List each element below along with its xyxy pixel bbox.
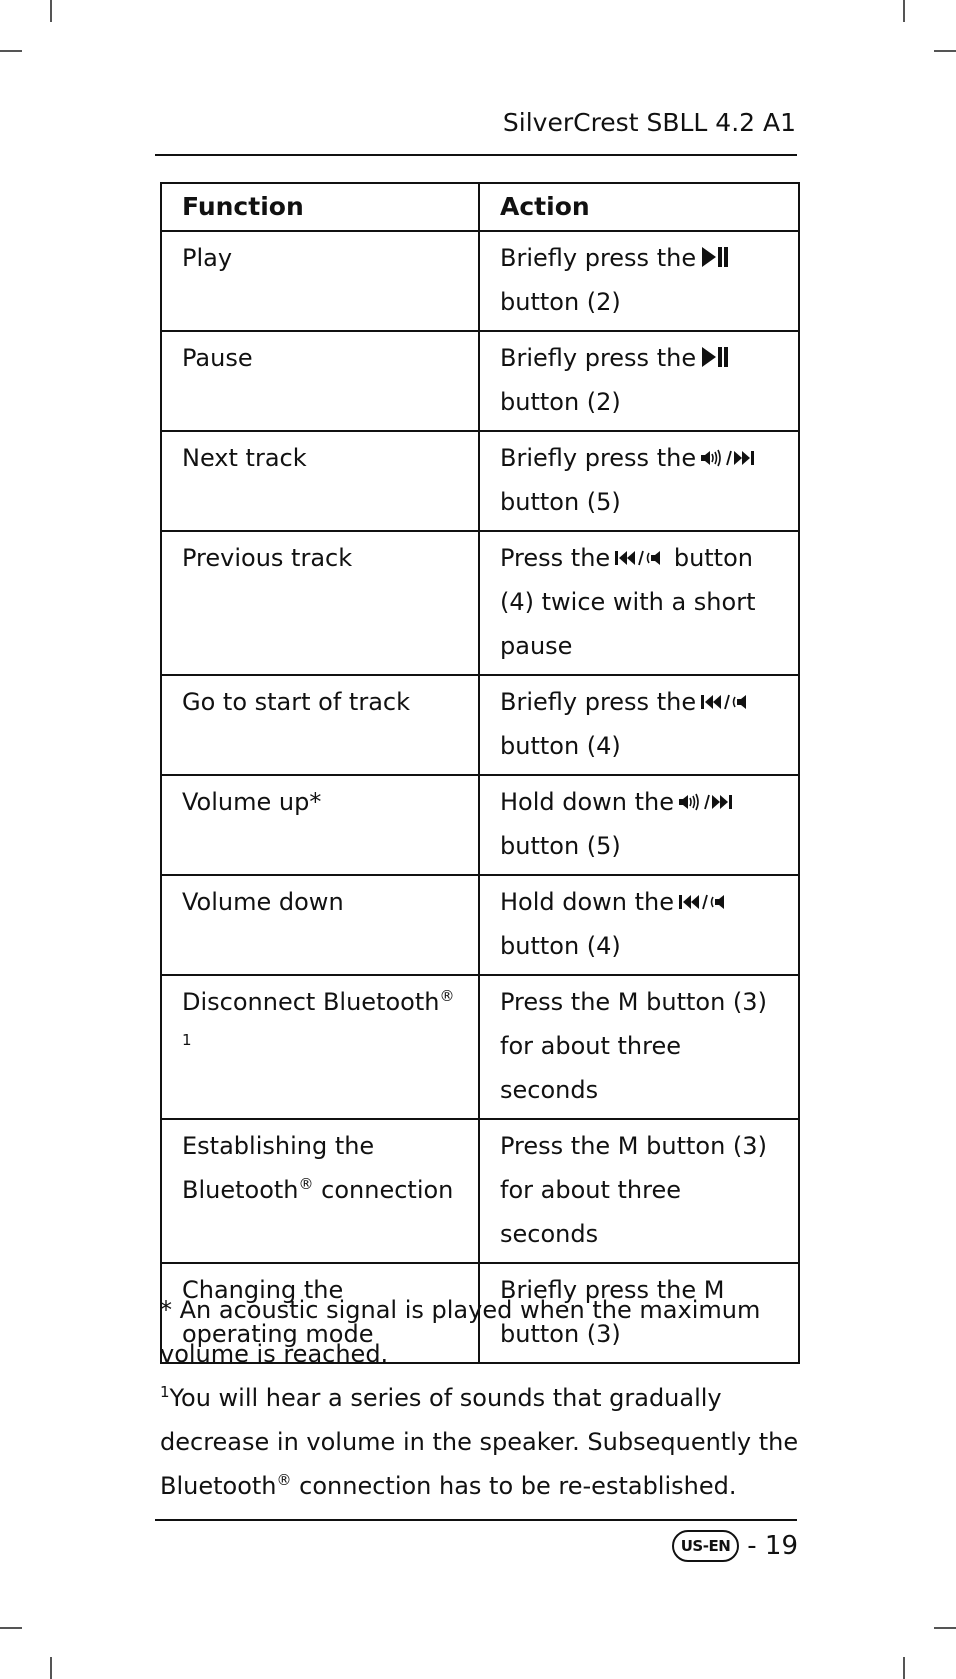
action-text: Press the M button (3) for about three seconds xyxy=(500,1132,767,1248)
function-text: Volume up* xyxy=(182,788,322,816)
action-text: Press the M button (3) for about three seconds xyxy=(500,988,767,1104)
action-cell xyxy=(479,431,799,531)
action-text-end: button (5) xyxy=(500,488,621,516)
function-text: Establishing the Bluetooth xyxy=(182,1132,375,1204)
function-text: Go to start of track xyxy=(182,688,410,716)
page-number xyxy=(672,1530,798,1562)
registered-mark: ® xyxy=(298,1175,314,1193)
footnotes xyxy=(160,1288,800,1508)
table-row xyxy=(161,675,799,775)
header-rule xyxy=(155,154,797,156)
action-cell xyxy=(479,331,799,431)
function-table xyxy=(160,182,800,1364)
function-cell xyxy=(161,875,479,975)
previous-volume-down-icon xyxy=(614,548,666,568)
function-text: Next track xyxy=(182,444,307,472)
action-text: Briefly press the xyxy=(500,688,697,716)
registered-mark: ® xyxy=(276,1471,292,1489)
function-text: Previous track xyxy=(182,544,353,572)
action-cell xyxy=(479,231,799,331)
previous-volume-down-icon xyxy=(700,692,752,712)
action-text-end: button (4) xyxy=(500,932,621,960)
crop-mark xyxy=(903,0,905,22)
footnote-asterisk: * An acoustic signal is played when the maximum volume is reached. xyxy=(160,1296,761,1368)
action-text: Briefly press the xyxy=(500,444,697,472)
crop-mark xyxy=(0,1627,22,1629)
footnote-1 xyxy=(160,1376,800,1508)
table-row xyxy=(161,975,799,1119)
play-pause-icon xyxy=(700,346,730,368)
function-cell xyxy=(161,331,479,431)
action-text: Press the xyxy=(500,544,611,572)
table-row xyxy=(161,531,799,675)
registered-mark: ® 1 xyxy=(182,987,455,1049)
action-cell xyxy=(479,675,799,775)
footnote-1-text-end: connection has to be re-established. xyxy=(291,1472,737,1500)
crop-mark xyxy=(903,1657,905,1679)
table-header-row xyxy=(161,183,799,231)
volume-up-next-icon xyxy=(678,792,734,812)
function-text: Disconnect Bluetooth xyxy=(182,988,440,1016)
action-cell xyxy=(479,531,799,675)
function-text: Play xyxy=(182,244,233,272)
page-header-title: SilverCrest SBLL 4.2 A1 xyxy=(502,108,796,137)
action-cell xyxy=(479,775,799,875)
action-cell xyxy=(479,975,799,1119)
crop-mark xyxy=(50,1657,52,1679)
function-text-end: connection xyxy=(321,1176,454,1204)
action-text-end: button (2) xyxy=(500,288,621,316)
crop-mark xyxy=(934,50,956,52)
footnote-marker: 1 xyxy=(160,1383,170,1401)
function-text: Volume down xyxy=(182,888,344,916)
function-cell xyxy=(161,1119,479,1263)
table-row xyxy=(161,231,799,331)
table-row xyxy=(161,1119,799,1263)
action-cell xyxy=(479,1119,799,1263)
function-cell xyxy=(161,231,479,331)
action-text-end: button (4) twice with a short pause xyxy=(500,544,756,660)
table-row xyxy=(161,775,799,875)
action-text: Briefly press the xyxy=(500,344,697,372)
action-text: Hold down the xyxy=(500,888,675,916)
function-cell xyxy=(161,531,479,675)
previous-volume-down-icon xyxy=(678,892,730,912)
crop-mark xyxy=(934,1627,956,1629)
column-header-function: Function xyxy=(161,183,479,231)
function-text: Pause xyxy=(182,344,253,372)
language-badge: US-EN xyxy=(672,1530,740,1562)
crop-mark xyxy=(0,50,22,52)
column-header-action: Action xyxy=(479,183,799,231)
footnote-1-text: You will hear a series of sounds that gradually decrease in volume in the speaker. Subsequently the Bluetooth xyxy=(160,1384,799,1500)
function-cell xyxy=(161,975,479,1119)
function-text: Changing the operating mode xyxy=(182,1276,374,1348)
action-text: Briefly press the M button (3) xyxy=(500,1276,725,1348)
action-text-end: button (2) xyxy=(500,388,621,416)
table-row xyxy=(161,331,799,431)
function-cell xyxy=(161,431,479,531)
action-text-end: button (4) xyxy=(500,732,621,760)
action-text: Briefly press the xyxy=(500,244,697,272)
function-cell xyxy=(161,675,479,775)
action-cell xyxy=(479,875,799,975)
play-pause-icon xyxy=(700,246,730,268)
action-text-end: button (5) xyxy=(500,832,621,860)
crop-mark xyxy=(50,0,52,22)
table-row xyxy=(161,875,799,975)
function-cell xyxy=(161,775,479,875)
table-row xyxy=(161,431,799,531)
volume-up-next-icon xyxy=(700,448,756,468)
action-text: Hold down the xyxy=(500,788,675,816)
footer-rule xyxy=(155,1519,797,1521)
page-number-text: - 19 xyxy=(747,1531,798,1561)
